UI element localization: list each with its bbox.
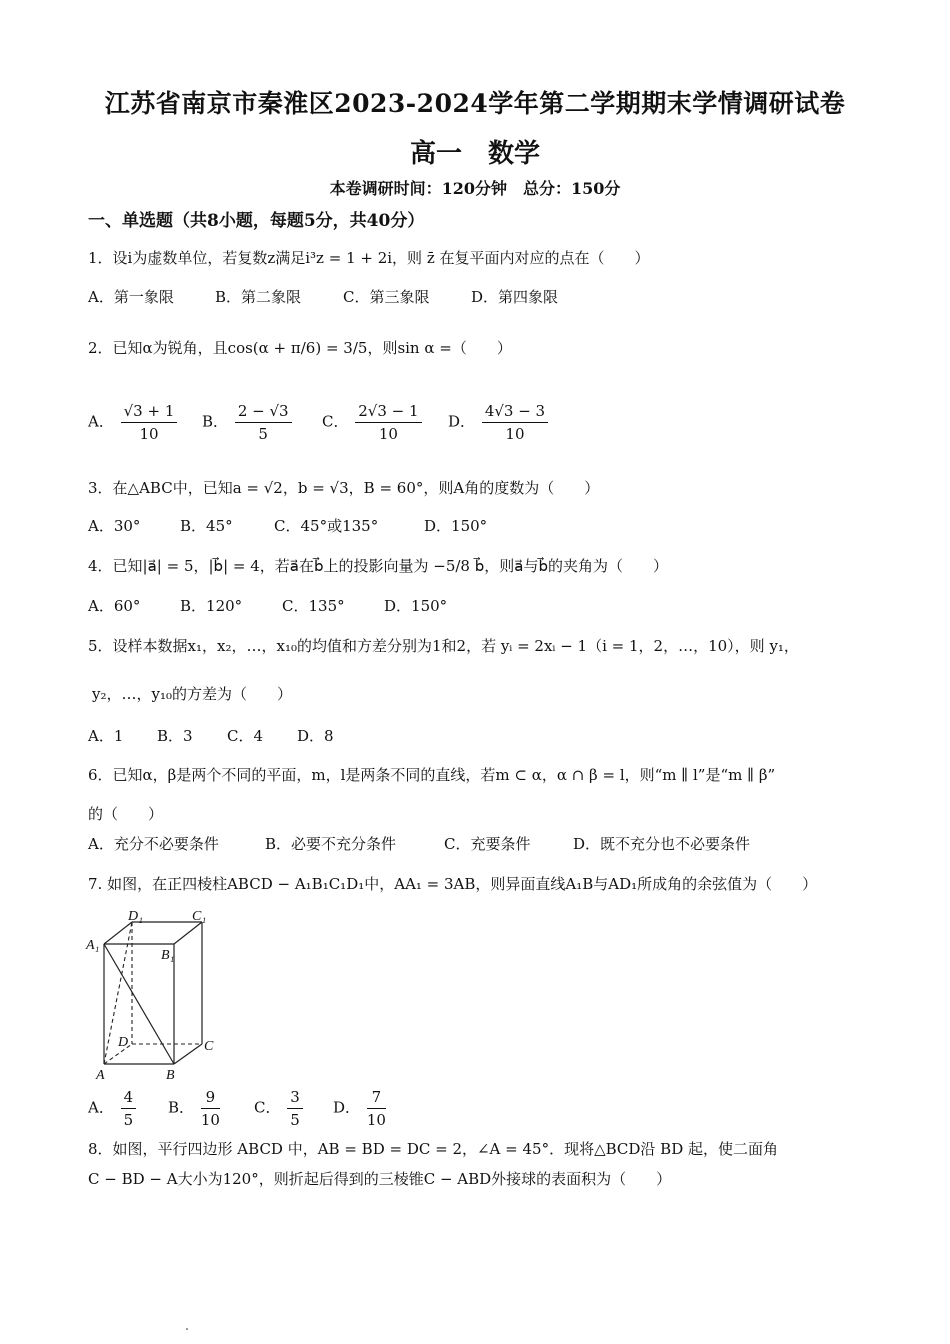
q2-option-b	[202, 400, 294, 445]
q4-option-d: D．150°	[384, 597, 448, 615]
question-3: 3．在△ABC中，已知a = √2，b = √3，B = 60°，则A角的度数为（ ）	[88, 479, 600, 497]
q3-option-d: D．150°	[424, 517, 488, 535]
option-fraction	[235, 400, 292, 445]
label-c: C	[204, 1039, 214, 1054]
option-fraction	[201, 1086, 220, 1131]
edge-c1-b1	[174, 922, 202, 944]
q5-option-b: B．3	[157, 727, 193, 745]
numerator: 3	[287, 1086, 303, 1109]
question-5-line-1: 5．设样本数据x₁，x₂，…，x₁₀的均值和方差分别为1和2，若 yᵢ = 2xᵢ − 1（i = 1，2，…，10），则 y₁，	[88, 637, 799, 655]
label-b: B	[166, 1068, 175, 1083]
question-6-line-2: 的（ ）	[88, 805, 164, 823]
exam-title: 江苏省南京市秦淮区2023-2024学年第二学期期末学情调研试卷	[104, 89, 846, 118]
option-fraction	[355, 400, 421, 445]
q6-option-c: C．充要条件	[444, 835, 531, 853]
denominator: 5	[258, 425, 268, 443]
option-label: B．	[168, 1098, 195, 1117]
numerator: 2√3 − 1	[355, 400, 421, 423]
denominator: 10	[366, 1111, 386, 1129]
page-mark	[186, 1328, 188, 1330]
option-fraction	[121, 400, 178, 445]
numerator: 2 − √3	[235, 400, 292, 423]
label-c1: C₁	[192, 909, 207, 924]
question-6-line-1: 6．已知α，β是两个不同的平面，m，l是两条不同的直线，若m ⊂ α，α ∩ β = l，则“m ∥ l”是“m ∥ β”	[88, 766, 776, 784]
q1-option-b: B．第二象限	[215, 288, 302, 306]
q4-option-c: C．135°	[282, 597, 345, 615]
question-8-line-2: C − BD − A大小为120°，则折起后得到的三棱锥C − ABD外接球的表面积为（ ）	[88, 1170, 672, 1188]
q2-option-d	[448, 400, 550, 445]
option-label: A．	[88, 412, 114, 431]
q3-option-a: A．30°	[88, 517, 141, 535]
q7-option-a	[88, 1086, 138, 1131]
denominator: 10	[200, 1111, 220, 1129]
q7-option-c	[254, 1086, 305, 1131]
denominator: 10	[378, 425, 398, 443]
question-1: 1．设i为虚数单位，若复数z满足i³z = 1 + 2i，则 z̄ 在复平面内对应的点在（ ）	[88, 249, 650, 267]
question-4: 4．已知|a⃗| = 5，|b⃗| = 4，若a⃗在b⃗上的投影向量为 −5/8 b⃗，则a⃗与b⃗的夹角为（ ）	[88, 557, 668, 575]
label-a: A	[96, 1068, 105, 1083]
option-fraction	[121, 1086, 137, 1131]
denominator: 5	[123, 1111, 134, 1129]
option-label: D．	[448, 412, 476, 431]
prism-figure	[84, 908, 234, 1083]
option-label: D．	[333, 1098, 361, 1117]
q7-option-d	[333, 1086, 388, 1131]
label-b1: B₁	[161, 948, 175, 963]
denominator: 10	[505, 425, 525, 443]
edge-a1-d1	[104, 922, 132, 944]
option-fraction	[287, 1086, 303, 1131]
q6-option-b: B．必要不充分条件	[265, 835, 397, 853]
q3-option-b: B．45°	[180, 517, 233, 535]
q1-option-d: D．第四象限	[471, 288, 559, 306]
section-heading: 一、单选题（共8小题，每题5分，共40分）	[88, 211, 425, 231]
question-5-line-2: y₂，…，y₁₀的方差为（ ）	[92, 685, 292, 703]
q7-option-b	[168, 1086, 222, 1131]
exam-subtitle: 高一 数学	[409, 139, 540, 169]
q2-option-a	[88, 400, 179, 445]
question-8-line-1: 8．如图，平行四边形 ABCD 中，AB = BD = DC = 2，∠A = 45°．现将△BCD沿 BD 起，使二面角	[88, 1140, 779, 1158]
option-label: C．	[254, 1098, 281, 1117]
denominator: 10	[139, 425, 159, 443]
q6-option-d: D．既不充分也不必要条件	[573, 835, 751, 853]
numerator: √3 + 1	[121, 400, 178, 423]
q1-option-a: A．第一象限	[88, 288, 174, 306]
option-fraction	[367, 1086, 386, 1131]
q5-option-d: D．8	[297, 727, 334, 745]
exam-info: 本卷调研时间：120分钟 总分：150分	[329, 179, 621, 198]
numerator: 7	[367, 1086, 386, 1109]
q1-option-c: C．第三象限	[343, 288, 430, 306]
q2-option-c	[322, 400, 424, 445]
q3-option-c: C．45°或135°	[274, 517, 379, 535]
label-d: D	[118, 1035, 129, 1050]
q5-option-a: A．1	[88, 727, 124, 745]
question-7: 7. 如图，在正四棱柱ABCD − A₁B₁C₁D₁中，AA₁ = 3AB，则异面直线A₁B与AD₁所成角的余弦值为（ ）	[88, 875, 818, 893]
q5-option-c: C．4	[227, 727, 264, 745]
numerator: 4	[121, 1086, 137, 1109]
numerator: 9	[201, 1086, 220, 1109]
label-d1: D₁	[128, 909, 143, 924]
q4-option-b: B．120°	[180, 597, 243, 615]
denominator: 5	[290, 1111, 300, 1129]
option-label: C．	[322, 412, 349, 431]
numerator: 4√3 − 3	[482, 400, 548, 423]
label-a1: A₁	[86, 938, 100, 953]
option-label: A．	[88, 1098, 114, 1117]
q4-option-a: A．60°	[88, 597, 141, 615]
option-label: B．	[202, 412, 229, 431]
question-2: 2．已知α为锐角，且cos(α + π/6) = 3/5，则sin α =（ ）	[88, 339, 512, 357]
q6-option-a: A．充分不必要条件	[88, 835, 219, 853]
edge-b-c	[174, 1044, 202, 1064]
option-fraction	[482, 400, 548, 445]
